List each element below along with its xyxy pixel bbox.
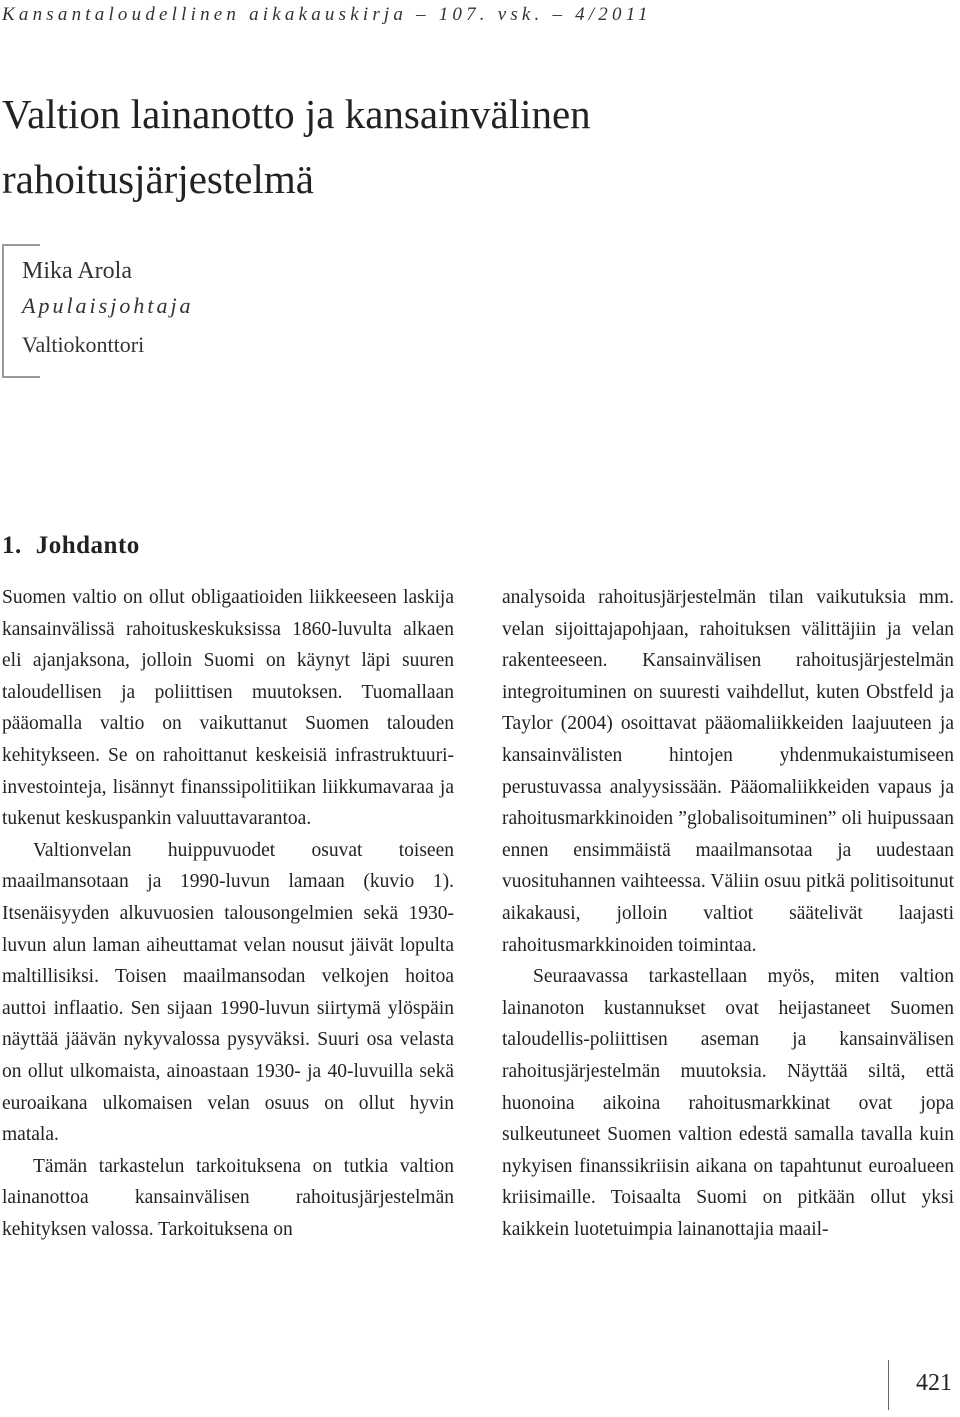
section-title: Johdanto <box>35 532 140 559</box>
author-role: Apulaisjohtaja <box>22 293 194 318</box>
right-paragraph-2: Seuraavassa tarkastellaan myös, miten valtion lainanoton kustannukset ovat heijastaneet Suomen taloudellis-poliittisen aseman ja kansainvälisen rahoitusjärjestelmän muutoksia. Näyttää siltä, että huonoina aikoina rahoitusmarkkinat ovat jopa sulkeutuneet Suomen valtion edestä samalla tavalla kuin nykyisen finanssikriisin aikana on tapahtunut euroalueen kriisimaille. Toisaalta Suomi on pitkään ollut yksi kaikkein luotetuimpia lainanottajia maail- <box>502 966 954 1240</box>
left-column <box>2 582 454 1245</box>
right-paragraph-1: analysoida rahoitusjärjestelmän tilan vaikutuksia mm. velan sijoittajapohjaan, rahoituksen välittäjiin ja velan rakenteeseen. Kansainvälisen rahoitusjärjestelmän integroituminen on suuresti vaihdellut, kuten Obstfeld ja Taylor (2004) osoittavat pääomaliikkeiden laajuuteen ja kansainvälisten hintojen yhdenmukaistumiseen perustuvassa analyysissään. Pääomaliikkeiden vapaus ja rahoitusmarkkinoiden ”globalisoituminen” oli huipussaan ennen ensimmäistä maailmansotaa ja uudestaan vuosituhannen vaihteessa. Väliin osuu pitkä politisoitunut aikakausi, jolloin valtiot säätelivät laajasti rahoitusmarkkinoiden toimintaa. <box>502 587 954 956</box>
title-line-2: rahoitusjärjestelmä <box>2 156 314 202</box>
title-line-1: Valtion lainanotto ja kansainvälinen <box>2 91 591 137</box>
section-heading <box>2 532 140 560</box>
page-number-rule <box>888 1360 889 1410</box>
page-number: 421 <box>916 1370 952 1396</box>
left-paragraph-3: Tämän tarkastelun tarkoituksena on tutkia valtion lainanottoa kansainvälisen rahoitusjärjestelmän kehityksen valossa. Tarkoituksena on <box>2 1155 454 1240</box>
running-head: Kansantaloudellinen aikakauskirja – 107. vsk. – 4/2011 <box>2 4 652 25</box>
author-name: Mika Arola <box>22 258 132 284</box>
section-number: 1. <box>2 532 22 559</box>
left-paragraph-2: Valtionvelan huippuvuodet osuvat toiseen maailmansotaan ja 1990-luvun lamaan (kuvio 1). Itsenäisyyden alkuvuosien talousongelmien sekä 1930-luvun alun laman aiheuttamat velan nousut jäivät lopulta maltillisiksi. Toisen maailmansodan velkojen hoitoa auttoi inflaatio. Sen sijaan 1990-luvun siirtymä ylöspäin näyttää jäävän nykyvalossa pysyväksi. Suuri osa velasta on ollut ulkomaista, ainoastaan 1930- ja 40-luvuilla sekä euroaikana ulkomaisen velan osuus on ollut hyvin matala. <box>2 839 454 1146</box>
left-paragraph-1: Suomen valtio on ollut obligaatioiden liikkeeseen laskija kansainvälissä rahoituskeskuksissa 1860-luvulta alkaen eli ajanjaksona, jolloin Suomi on käynyt läpi suuren taloudellisen ja poliittisen muutoksen. Tuomallaan pääomalla valtio on vaikuttanut Suomen talouden kehitykseen. Se on rahoittanut keskeisiä infrastruktuuri-investointeja, lisännyt finanssipolitiikan liikkumavaraa ja tukenut keskuspankin valuuttavarantoa. <box>2 587 454 830</box>
author-organization: Valtiokonttori <box>22 332 145 357</box>
right-column <box>502 582 954 1245</box>
article-title <box>2 82 922 212</box>
